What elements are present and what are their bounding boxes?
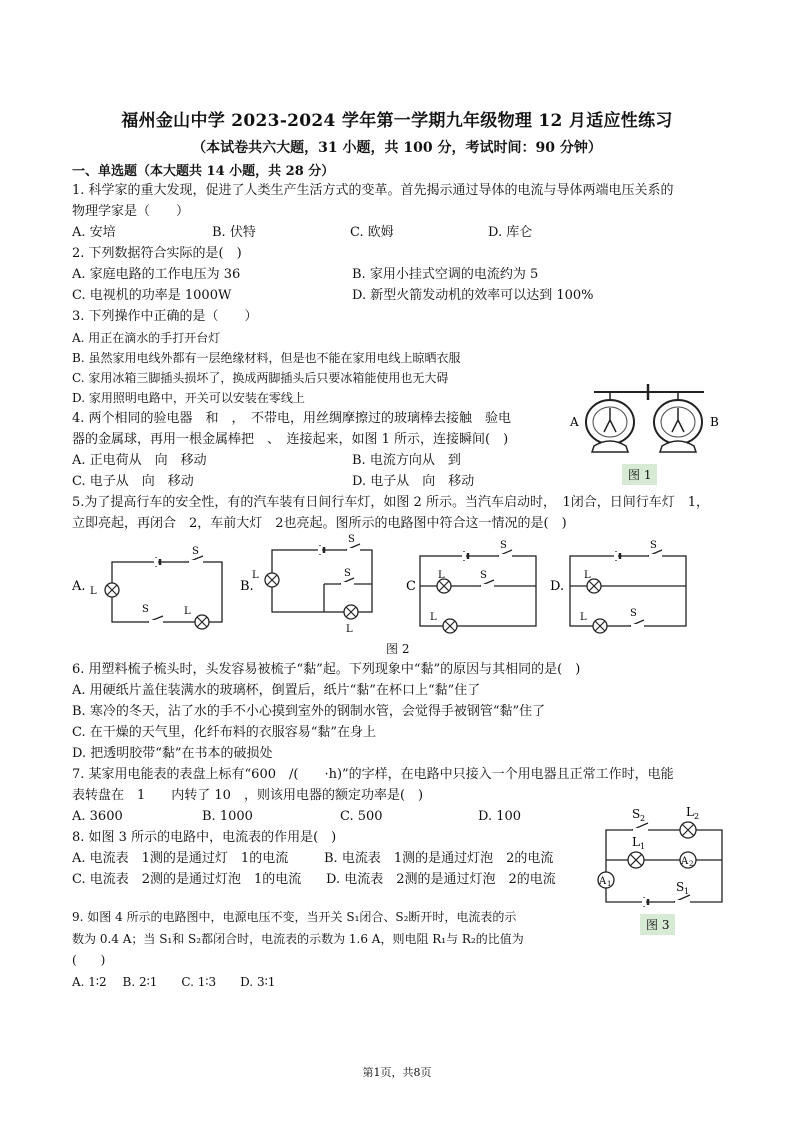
q6-option-d: D. 把透明胶带“黏”在书本的破损处 bbox=[72, 746, 273, 761]
q1-line2: 物理学家是（ ） bbox=[72, 204, 190, 219]
q7-option-a: A. 3600 bbox=[72, 809, 123, 824]
figure-3-caption: 图 3 bbox=[640, 914, 675, 935]
q9-line3: ( ) bbox=[72, 953, 106, 967]
q4-line2: 器的金属球，再用一根金属棒把 、 连接起来，如图 1 所示，连接瞬间( ) bbox=[72, 432, 509, 447]
section-heading: 一、单选题（本大题共 14 小题，共 28 分） bbox=[72, 164, 335, 179]
page-subtitle: （本试卷共六大题，31 小题，共 100 分，考试时间：90 分钟） bbox=[192, 140, 602, 156]
fig2c-s2: S bbox=[480, 570, 487, 581]
q2-option-c: C. 电视机的功率是 1000W bbox=[72, 288, 232, 303]
q3-option-b: B. 虽然家用电线外都有一层绝缘材料，但是也不能在家用电线上晾晒衣服 bbox=[72, 351, 461, 365]
svg-text:L: L bbox=[686, 806, 694, 819]
fig2b-s1: S bbox=[348, 534, 355, 545]
fig2c-l2: L bbox=[430, 612, 437, 623]
q8-option-d: D. 电流表 2测的是通过灯泡 2的电流 bbox=[326, 872, 556, 887]
q1-line1: 1. 科学家的重大发现，促进了人类生产生活方式的变革。首先揭示通过导体的电流与导体两端电压关系的 bbox=[72, 183, 674, 198]
q6-option-b: B. 寒冷的冬天，沾了水的手不小心摸到室外的钢制水管，会觉得手被钢管“黏”住了 bbox=[72, 704, 546, 719]
q7-option-b: B. 1000 bbox=[202, 809, 253, 824]
q7-option-d: D. 100 bbox=[478, 809, 522, 824]
fig1-label-a: A bbox=[570, 415, 579, 429]
fig2-option-d: D. bbox=[550, 579, 565, 594]
svg-text:S: S bbox=[632, 807, 641, 821]
figure-2-circuits bbox=[68, 532, 708, 642]
fig2d-s1: S bbox=[650, 540, 657, 551]
q9-line1: 9. 如图 4 所示的电路图中，电源电压不变，当开关 S₁闭合、S₂断开时，电流表的示 bbox=[72, 910, 517, 924]
q3-option-c: C. 家用冰箱三脚插头损坏了，换成两脚插头后只要冰箱能使用也无大碍 bbox=[72, 371, 449, 385]
svg-text:S: S bbox=[676, 880, 685, 894]
figure-1-caption: 图 1 bbox=[622, 464, 657, 485]
q5-line2: 立即亮起，再闭合 2，车前大灯 2也亮起。图所示的电路图中符合这一情况的是( ) bbox=[72, 516, 567, 531]
fig1-label-b: B bbox=[710, 415, 719, 429]
fig2-option-a: A. bbox=[72, 579, 86, 594]
svg-text:1: 1 bbox=[607, 880, 612, 888]
q8-stem: 8. 如图 3 所示的电路中，电流表的作用是( ) bbox=[72, 830, 337, 845]
q3-option-d: D. 家用照明电路中，开关可以安装在零线上 bbox=[72, 391, 305, 405]
q7-option-c: C. 500 bbox=[340, 809, 383, 824]
page-title: 福州金山中学 2023-2024 学年第一学期九年级物理 12 月适应性练习 bbox=[121, 111, 673, 131]
svg-text:1: 1 bbox=[684, 887, 690, 896]
q1-option-c: C. 欧姆 bbox=[350, 225, 394, 240]
fig2c-l1: L bbox=[438, 570, 445, 581]
q8-option-a: A. 电流表 1测的是通过灯 1的电流 bbox=[72, 851, 289, 866]
fig2a-s1: S bbox=[192, 546, 199, 557]
figure-1-electroscopes bbox=[566, 380, 726, 460]
q5-line1: 5.为了提高行车的安全性，有的汽车装有日间行车灯，如图 2 所示。当汽车启动时， 1闭合，日间行车灯 1， bbox=[72, 495, 709, 510]
q4-line1: 4. 两个相同的验电器 和 ， 不带电，用丝绸摩擦过的玻璃棒去接触 验电 bbox=[72, 411, 512, 426]
svg-text:A: A bbox=[681, 856, 689, 867]
fig2b-l2: L bbox=[252, 570, 259, 581]
q1-option-a: A. 安培 bbox=[72, 225, 116, 240]
q1-option-b: B. 伏特 bbox=[212, 225, 256, 240]
figure-2-caption: 图 2 bbox=[386, 642, 410, 656]
figure-3-circuit bbox=[592, 806, 732, 916]
fig2d-l2: L bbox=[580, 612, 587, 623]
q2-stem: 2. 下列数据符合实际的是( ) bbox=[72, 246, 242, 261]
svg-text:A: A bbox=[599, 876, 607, 887]
q9-options: A. 1∶2 B. 2∶1 C. 1∶3 D. 3∶1 bbox=[72, 975, 276, 989]
q4-option-d: D. 电子从 向 移动 bbox=[352, 474, 475, 489]
svg-text:L: L bbox=[632, 835, 640, 849]
q3-stem: 3. 下列操作中正确的是（ ） bbox=[72, 309, 258, 324]
q4-option-b: B. 电流方向从 到 bbox=[352, 453, 461, 468]
fig2b-s2: S bbox=[344, 568, 351, 579]
q8-option-b: B. 电流表 1测的是通过灯泡 2的电流 bbox=[324, 851, 554, 866]
fig2d-s2: S bbox=[630, 608, 637, 619]
fig2a-l1: L bbox=[90, 586, 97, 597]
q6-option-c: C. 在干燥的天气里，化纤布料的衣服容易“黏”在身上 bbox=[72, 725, 377, 740]
q2-option-a: A. 家庭电路的工作电压为 36 bbox=[72, 267, 241, 282]
fig2a-s2: S bbox=[142, 604, 149, 615]
fig2b-l1: L bbox=[346, 624, 353, 635]
svg-text:2: 2 bbox=[689, 860, 694, 868]
fig2d-l1: L bbox=[584, 570, 591, 581]
q6-stem: 6. 用塑料梳子梳头时，头发容易被梳子“黏”起。下列现象中“黏”的原因与其相同的是( ) bbox=[72, 662, 581, 677]
svg-text:1: 1 bbox=[640, 842, 646, 851]
svg-text:2: 2 bbox=[640, 814, 646, 823]
q9-line2: 数为 0.4 A；当 S₁和 S₂都闭合时，电流表的示数为 1.6 A，则电阻 R₁与 R₂的比值为 bbox=[72, 932, 524, 946]
q4-option-a: A. 正电荷从 向 移动 bbox=[72, 453, 207, 468]
q1-option-d: D. 库仑 bbox=[488, 225, 533, 240]
page-footer: 第1页，共8页 bbox=[362, 1066, 432, 1079]
fig2c-s1: S bbox=[500, 540, 507, 551]
q2-option-d: D. 新型火箭发动机的效率可以达到 100% bbox=[352, 288, 594, 303]
svg-text:2: 2 bbox=[694, 812, 700, 821]
q8-option-c: C. 电流表 2测的是通过灯泡 1的电流 bbox=[72, 872, 302, 887]
fig2a-l2: L bbox=[184, 606, 191, 617]
q2-option-b: B. 家用小挂式空调的电流约为 5 bbox=[352, 267, 539, 282]
q7-line2: 表转盘在 1 内转了 10 ，则该用电器的额定功率是( ) bbox=[72, 788, 424, 803]
q7-line1: 7. 某家用电能表的表盘上标有“600 /( ·h)”的字样，在电路中只接入一个用电器且正常工作时，电能 bbox=[72, 767, 674, 782]
q4-option-c: C. 电子从 向 移动 bbox=[72, 474, 194, 489]
q6-option-a: A. 用硬纸片盖住装满水的玻璃杯，倒置后，纸片“黏”在杯口上“黏”住了 bbox=[72, 683, 481, 698]
fig2-option-b: B. bbox=[240, 579, 254, 594]
fig2-option-c: C bbox=[406, 579, 416, 594]
q3-option-a: A. 用正在滴水的手打开台灯 bbox=[72, 331, 221, 345]
